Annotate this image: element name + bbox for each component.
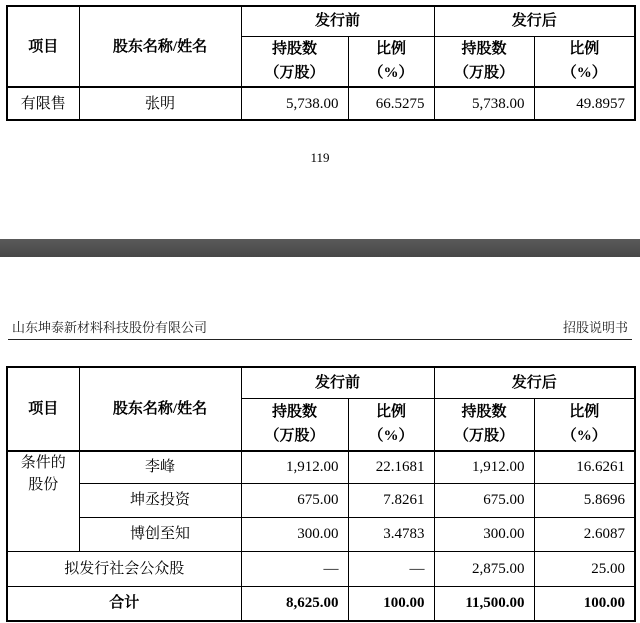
cell-before-shares: — <box>241 551 348 586</box>
shares-unit: （万股） <box>264 428 325 445</box>
table-row <box>7 87 635 120</box>
header-holder: 股东名称/姓名 <box>79 6 241 87</box>
cell-after-shares: 5,738.00 <box>434 87 534 120</box>
cell-holder: 张明 <box>79 87 241 120</box>
table-row <box>7 483 635 517</box>
shares-label: 持股数 <box>271 404 317 421</box>
header-after-issue: 发行后 <box>434 367 635 398</box>
running-header-company: 山东坤泰新材料科技股份有限公司 <box>12 320 208 335</box>
ratio-unit: （%） <box>561 428 607 445</box>
header-before-shares <box>241 398 348 451</box>
cell-before-shares: 675.00 <box>241 483 348 517</box>
cell-after-ratio: 16.6261 <box>534 451 635 483</box>
ratio-label: 比例 <box>376 404 407 421</box>
public-offering-row <box>7 551 635 586</box>
cell-before-ratio: 66.5275 <box>348 87 434 120</box>
header-before-issue: 发行前 <box>241 6 434 36</box>
header-before-issue: 发行前 <box>241 367 434 398</box>
table-header-row <box>7 367 635 398</box>
shareholding-table-page-119 <box>6 5 636 121</box>
cell-before-ratio: 22.1681 <box>348 451 434 483</box>
running-header-rule <box>8 339 632 340</box>
ratio-label: 比例 <box>376 41 407 58</box>
cell-after-ratio: 100.00 <box>534 586 635 621</box>
shares-unit: （万股） <box>454 428 515 445</box>
cell-before-ratio: — <box>348 551 434 586</box>
header-before-ratio <box>348 398 434 451</box>
page-gap <box>0 239 640 257</box>
cell-total-label: 合计 <box>7 586 241 621</box>
cell-holder: 博创至知 <box>79 517 241 551</box>
header-holder: 股东名称/姓名 <box>79 367 241 451</box>
cell-before-ratio: 3.4783 <box>348 517 434 551</box>
cell-before-shares: 300.00 <box>241 517 348 551</box>
header-before-shares <box>241 36 348 87</box>
cell-after-shares: 2,875.00 <box>434 551 534 586</box>
cell-after-shares: 675.00 <box>434 483 534 517</box>
cell-after-shares: 11,500.00 <box>434 586 534 621</box>
table-row <box>7 451 635 483</box>
cell-after-ratio: 5.8696 <box>534 483 635 517</box>
cell-category-continued <box>7 451 79 551</box>
ratio-label: 比例 <box>569 41 600 58</box>
cell-public-offering-label: 拟发行社会公众股 <box>7 551 241 586</box>
table-row <box>7 517 635 551</box>
cell-after-ratio: 2.6087 <box>534 517 635 551</box>
header-after-shares <box>434 36 534 87</box>
shares-label: 持股数 <box>461 404 507 421</box>
cell-after-ratio: 49.8957 <box>534 87 635 120</box>
header-before-ratio <box>348 36 434 87</box>
cell-before-shares: 8,625.00 <box>241 586 348 621</box>
shares-label: 持股数 <box>271 41 317 58</box>
header-item: 项目 <box>7 6 79 87</box>
ratio-unit: （%） <box>368 65 414 82</box>
shareholding-table-page-120 <box>6 366 636 622</box>
shares-unit: （万股） <box>264 65 325 82</box>
cell-holder: 坤丞投资 <box>79 483 241 517</box>
cell-after-shares: 1,912.00 <box>434 451 534 483</box>
header-after-ratio <box>534 398 635 451</box>
ratio-unit: （%） <box>368 428 414 445</box>
ratio-unit: （%） <box>561 65 607 82</box>
page-number: 119 <box>310 150 330 165</box>
category-line-1: 条件的 <box>20 455 66 471</box>
cell-before-shares: 1,912.00 <box>241 451 348 483</box>
cell-before-shares: 5,738.00 <box>241 87 348 120</box>
cell-holder: 李峰 <box>79 451 241 483</box>
header-item: 项目 <box>7 367 79 451</box>
cell-after-ratio: 25.00 <box>534 551 635 586</box>
cell-after-shares: 300.00 <box>434 517 534 551</box>
shares-unit: （万股） <box>454 65 515 82</box>
ratio-label: 比例 <box>569 404 600 421</box>
total-row <box>7 586 635 621</box>
cell-before-ratio: 100.00 <box>348 586 434 621</box>
cell-before-ratio: 7.8261 <box>348 483 434 517</box>
shares-label: 持股数 <box>461 41 507 58</box>
header-after-ratio <box>534 36 635 87</box>
category-line-2: 股份 <box>28 477 59 493</box>
running-header-title: 招股说明书 <box>562 320 628 335</box>
table-header-row <box>7 6 635 36</box>
header-after-issue: 发行后 <box>434 6 635 36</box>
header-after-shares <box>434 398 534 451</box>
cell-category: 有限售 <box>7 87 79 120</box>
